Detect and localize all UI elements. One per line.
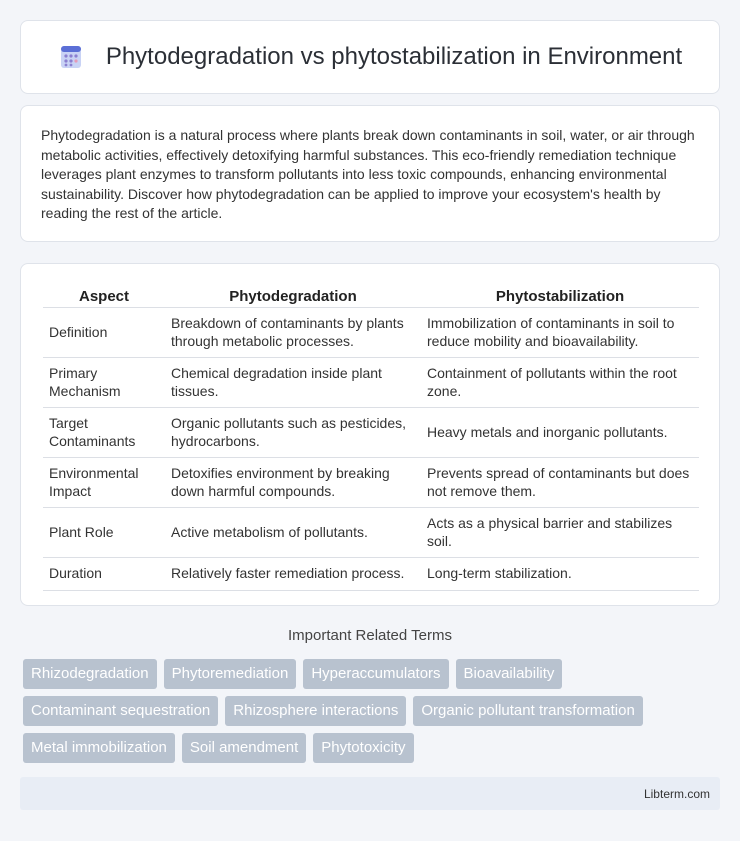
title-card	[20, 20, 720, 94]
related-terms-title: Important Related Terms	[288, 627, 452, 644]
related-terms-tags	[23, 659, 713, 770]
table-row	[43, 308, 699, 358]
aspect-cell: Duration	[43, 558, 165, 591]
table-header-row	[43, 284, 699, 308]
intro-text: Phytodegradation is a natural process where plants break down contaminants in soil, water, or air through metabolic activities, effectively detoxifying harmful substances. This eco-friendly remediation technique leverages plant enzymes to transform pollutants into less toxic compounds, enhancing environmental sustainability. Discover how phytodegradation can be applied to improve your ecosystem's health by reading the rest of the article.	[41, 127, 695, 221]
phytodegradation-cell: Active metabolism of pollutants.	[165, 508, 421, 558]
tag-phytotoxicity[interactable]: Phytotoxicity	[313, 733, 413, 763]
tag-organic-pollutant-transformation[interactable]: Organic pollutant transformation	[413, 696, 642, 726]
phytostabilization-cell: Long-term stabilization.	[421, 558, 699, 591]
comparison-table	[43, 284, 699, 591]
tag-metal-immobilization[interactable]: Metal immobilization	[23, 733, 175, 763]
phytodegradation-cell: Breakdown of contaminants by plants through metabolic processes.	[165, 308, 421, 358]
phytostabilization-cell: Acts as a physical barrier and stabilizes soil.	[421, 508, 699, 558]
tag-bioavailability[interactable]: Bioavailability	[456, 659, 563, 689]
aspect-cell: Environmental Impact	[43, 458, 165, 508]
phytostabilization-cell: Containment of pollutants within the root zone.	[421, 358, 699, 408]
intro-card	[20, 105, 720, 242]
phytostabilization-cell: Prevents spread of contaminants but does not remove them.	[421, 458, 699, 508]
footer-site-link[interactable]: Libterm.com	[643, 787, 710, 801]
table-row	[43, 458, 699, 508]
table-row	[43, 408, 699, 458]
phytodegradation-cell: Detoxifies environment by breaking down harmful compounds.	[165, 458, 421, 508]
document-icon	[58, 44, 84, 70]
aspect-cell: Primary Mechanism	[43, 358, 165, 408]
comparison-card	[20, 263, 720, 606]
tag-contaminant-sequestration[interactable]: Contaminant sequestration	[23, 696, 218, 726]
aspect-cell: Target Contaminants	[43, 408, 165, 458]
table-row	[43, 508, 699, 558]
aspect-cell: Definition	[43, 308, 165, 358]
phytostabilization-cell: Heavy metals and inorganic pollutants.	[421, 408, 699, 458]
footer	[20, 777, 720, 810]
tag-row	[23, 696, 713, 726]
phytodegradation-cell: Relatively faster remediation process.	[165, 558, 421, 591]
header-aspect: Aspect	[43, 284, 165, 308]
phytodegradation-cell: Chemical degradation inside plant tissues.	[165, 358, 421, 408]
header-phytostabilization: Phytostabilization	[421, 284, 699, 308]
tag-rhizodegradation[interactable]: Rhizodegradation	[23, 659, 157, 689]
tag-row	[23, 733, 713, 763]
tag-phytoremediation[interactable]: Phytoremediation	[164, 659, 297, 689]
tag-hyperaccumulators[interactable]: Hyperaccumulators	[303, 659, 448, 689]
aspect-cell: Plant Role	[43, 508, 165, 558]
tag-row	[23, 659, 713, 689]
table-row	[43, 558, 699, 591]
tag-soil-amendment[interactable]: Soil amendment	[182, 733, 306, 763]
phytodegradation-cell: Organic pollutants such as pesticides, hydrocarbons.	[165, 408, 421, 458]
table-row	[43, 358, 699, 408]
page-title: Phytodegradation vs phytostabilization in Environment	[105, 43, 683, 70]
phytostabilization-cell: Immobilization of contaminants in soil to reduce mobility and bioavailability.	[421, 308, 699, 358]
tag-rhizosphere-interactions[interactable]: Rhizosphere interactions	[225, 696, 406, 726]
header-phytodegradation: Phytodegradation	[165, 284, 421, 308]
